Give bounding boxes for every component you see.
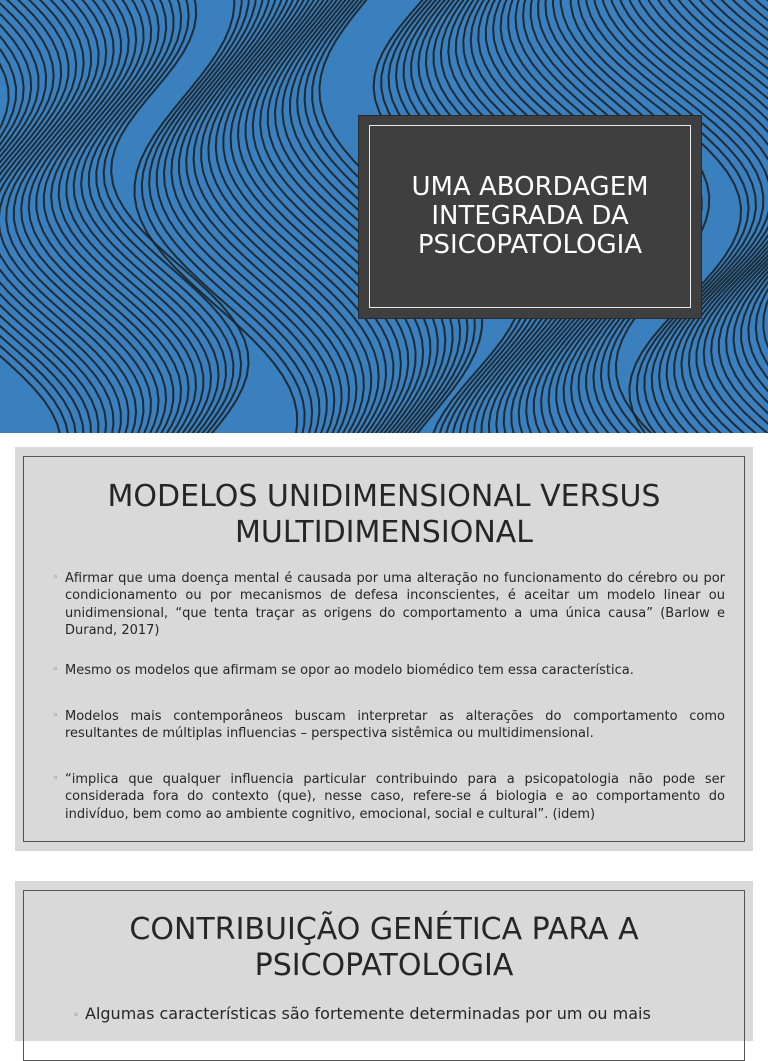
bullet-text: Algumas características são fortemente determinadas por um ou mais [85,1004,651,1023]
bullet-icon: ◦ [73,1005,79,1027]
list-item [53,570,725,662]
bullet-text: Modelos mais contemporâneos buscam interpretar as alterações do comportamento como resultantes de múltiplas influencias – perspectiva sistêmica ou multidimensional. [65,709,725,741]
presentation-title: UMA ABORDAGEM INTEGRADA DA PSICOPATOLOGIA [370,173,690,260]
bullet-list [73,1003,723,1025]
bullet-text: Mesmo os modelos que afirmam se opor ao modelo biomédico tem essa característica. [65,663,634,678]
title-frame [369,125,691,308]
content-slide-models [15,447,753,851]
title-box [359,116,701,318]
list-item [53,771,725,823]
bullet-icon: ◦ [53,708,58,725]
bullet-list [53,570,725,823]
slide-title: CONTRIBUIÇÃO GENÉTICA PARA A PSICOPATOLOGIA [15,912,753,984]
list-item [73,1003,723,1025]
content-slide-genetics [15,881,753,1041]
list-item [53,662,725,708]
bullet-icon: ◦ [53,570,58,587]
list-item [53,708,725,771]
slide-title: MODELOS UNIDIMENSIONAL VERSUS MULTIDIMENSIONAL [15,479,753,551]
bullet-text: “implica que qualquer influencia particular contribuindo para a psicopatologia não pode ser considerada fora do contexto (que), nesse caso, refere-se á biologia e ao comportamento do indivíduo, bem como ao ambiente cognitivo, emocional, social e cultural”. (idem) [65,772,725,822]
bullet-icon: ◦ [53,662,58,679]
title-slide [0,0,768,433]
bullet-text: Afirmar que uma doença mental é causada por uma alteração no funcionamento do cérebro ou por condicionamento ou por mecanismos de defesa inconscientes, é aceitar um modelo linear ou unidimensional, “que tenta traçar as origens do comportamento a uma única causa” (Barlow e Durand, 2017) [65,571,725,638]
bullet-icon: ◦ [53,771,58,788]
